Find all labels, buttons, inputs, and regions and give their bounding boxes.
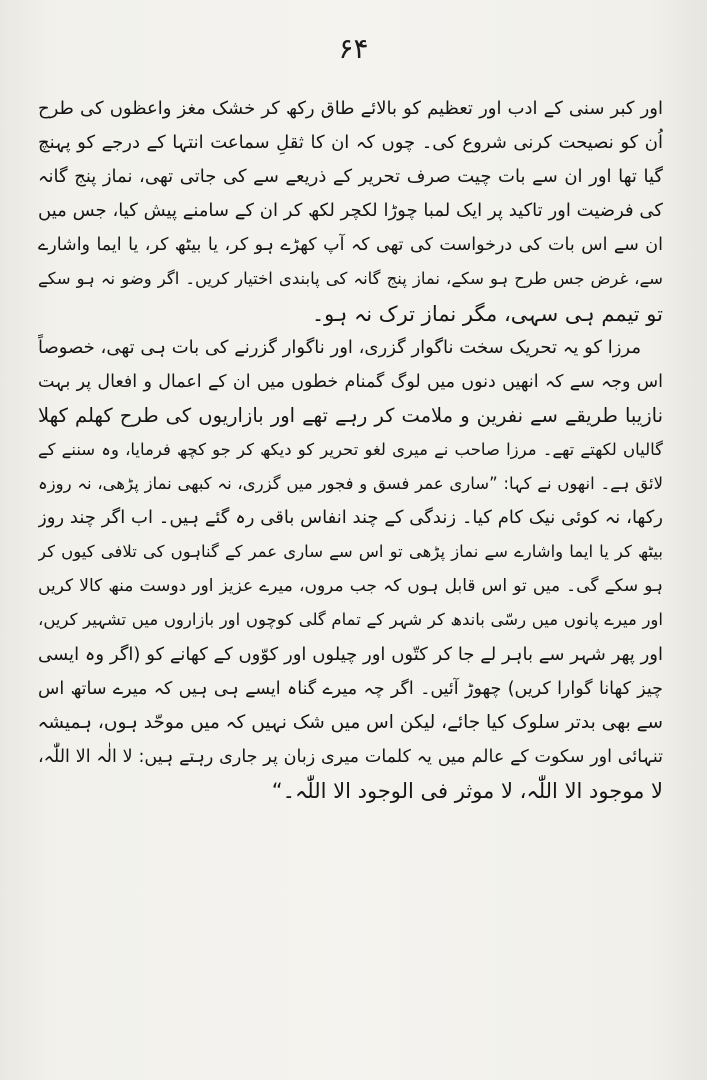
text-line: گالیاں لکھتے تھے۔ مرزا صاحب نے میری لغو تحریر کو دیکھ کر جو کچھ فرمایا، وہ سننے کے bbox=[38, 439, 663, 459]
text-line: نازیبا طریقے سے نفرین و ملامت کر رہے تھے اور بازاریوں کی طرح کھلم کھلا bbox=[38, 403, 663, 427]
text-line: اور پھر شہر سے باہر لے جا کر کتّوں اور چیلوں اور کوّوں کے کھانے کو (اگر وہ ایسی bbox=[38, 643, 663, 665]
text-line: تنہائی اور سکوت کے عالم میں یہ کلمات میری زبان پر جاری رہتے ہیں: لا الٰہ الا اللّٰہ، bbox=[38, 746, 663, 767]
body-text bbox=[38, 92, 663, 808]
text-line: گیا تھا اور ان سے بات چیت صرف تحریر کے ذریعے سے کی جاتی تھی، نماز پنج گانہ bbox=[38, 166, 663, 188]
text-line: مرزا کو یہ تحریک سخت ناگوار گزری، اور ناگوار گزرنے کی بات ہی تھی، خصوصاً bbox=[38, 336, 641, 358]
text-line: لائق ہے۔ انھوں نے کہا: ”ساری عمر فسق و فجور میں گزری، نہ کبھی نماز پڑھی، نہ روزہ bbox=[38, 474, 663, 494]
text-line: رکھا، نہ کوئی نیک کام کیا۔ زندگی کے چند انفاس باقی رہ گئے ہیں۔ اب اگر چند روز bbox=[38, 507, 663, 529]
text-line: سے بھی بدتر سلوک کیا جائے، لیکن اس میں شک نہیں کہ میں موحّد ہوں، ہمیشہ bbox=[38, 711, 663, 733]
text-line: تو تیمم ہی سہی، مگر نماز ترک نہ ہو۔ bbox=[311, 301, 663, 326]
page-number: ۶۴ bbox=[338, 32, 369, 65]
text-line: بیٹھ کر یا ایما واشارے سے نماز پڑھی تو اس سے ساری عمر کے گناہوں کی تلافی کیوں کر bbox=[38, 542, 663, 562]
text-line: کی فرضیت اور تاکید پر ایک لمبا چوڑا لکچر لکھ کر ان کے سامنے پیش کیا، جس میں bbox=[38, 200, 663, 222]
text-line: سے، غرض جس طرح ہو سکے، نماز پنج گانہ کی پابندی اختیار کریں۔ اگر وضو نہ ہو سکے bbox=[38, 269, 663, 289]
text-line: اس وجہ سے کہ انھیں دنوں میں لوگ گمنام خطوں میں ان کے اعمال و افعال پر بہت bbox=[38, 371, 663, 392]
text-line: چیز کھانا گوارا کریں) چھوڑ آئیں۔ اگر چہ میرے گناہ ایسے ہی ہیں کہ میرے ساتھ اس bbox=[38, 678, 663, 699]
text-line: اور کبر سنی کے ادب اور تعظیم کو بالائے طاق رکھ کر خشک مغز واعظوں کی طرح bbox=[38, 98, 663, 119]
text-line: اُن کو نصیحت کرنی شروع کی۔ چوں کہ ان کا ثقلِ سماعت انتہا کے درجے کو پہنچ bbox=[38, 132, 663, 154]
text-line: اور میرے پانوں میں رسّی باندھ کر شہر کے تمام گلی کوچوں اور بازاروں میں تشہیر کریں، bbox=[38, 610, 663, 630]
text-line: ہو سکے گی۔ میں تو اس قابل ہوں کہ جب مروں، میرے عزیز اور دوست منھ کالا کریں bbox=[38, 576, 663, 597]
text-line: لا موجود الا اللّٰہ، لا موثر فی الوجود الا اللّٰہ۔“ bbox=[271, 778, 663, 803]
text-line: ان سے اس بات کی درخواست کی تھی کہ آپ کھڑے ہو کر، یا بیٹھ کر، یا ایما واشارے bbox=[38, 235, 663, 256]
